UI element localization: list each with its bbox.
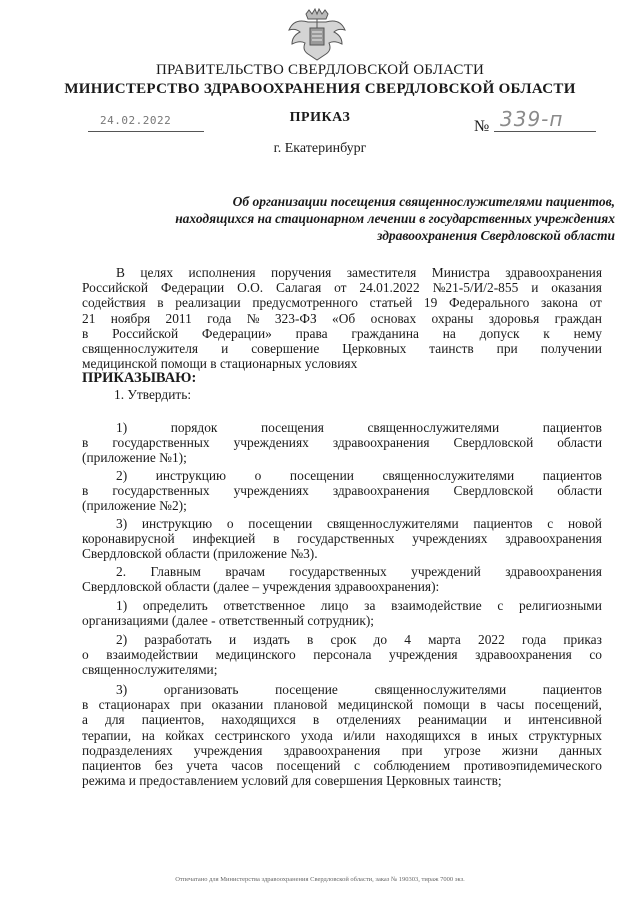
word: права	[295, 325, 328, 341]
word: ответственное	[223, 598, 306, 613]
word: Федерации	[160, 280, 225, 296]
item-line: (приложение №2);	[82, 498, 187, 514]
word: в	[307, 632, 314, 647]
word: при	[401, 742, 423, 758]
word: в	[82, 483, 89, 499]
word: 19	[423, 295, 438, 311]
word: плановой	[273, 697, 328, 713]
word: пациентов	[542, 682, 602, 697]
word: от	[589, 295, 602, 311]
word: в	[157, 295, 164, 311]
word: на	[141, 727, 155, 743]
word: о	[82, 647, 89, 663]
word: противоэпидемического	[463, 757, 602, 773]
item-line	[82, 483, 602, 498]
word: иных	[487, 727, 518, 743]
item-line	[82, 743, 602, 758]
word: подразделениях	[82, 742, 173, 758]
word: данных	[559, 742, 602, 758]
word: допуск	[479, 325, 520, 341]
word: новой	[567, 516, 602, 531]
preamble-line	[82, 326, 602, 341]
word: и	[504, 712, 512, 728]
word: здравоохранения	[505, 564, 602, 579]
word: от	[334, 280, 347, 296]
word: пациентов	[473, 516, 533, 531]
preamble-line: медицинской помощи в стационарных условиях	[82, 356, 358, 372]
word: и/или	[343, 727, 376, 743]
word: посещении	[248, 516, 313, 531]
city: г. Екатеринбург	[273, 141, 367, 156]
word: а	[82, 712, 88, 728]
word: приказ	[563, 632, 602, 647]
word: к	[543, 325, 550, 341]
word: «Об	[332, 310, 356, 326]
word: основах	[370, 310, 417, 326]
word: Церковных	[342, 340, 407, 356]
word: поручения	[271, 265, 332, 280]
word: получении	[540, 340, 602, 356]
item-line	[82, 682, 602, 697]
preamble-line	[82, 280, 602, 295]
word: здоровья	[488, 310, 540, 326]
word: и	[228, 632, 237, 647]
word: здравоохранения	[283, 742, 381, 758]
word: реализации	[175, 295, 241, 311]
word: 1)	[116, 598, 128, 613]
ministry-name: МИНИСТЕРСТВО ЗДРАВООХРАНЕНИЯ СВЕРДЛОВСКОЙ ОБЛАСТИ	[64, 81, 576, 97]
word: оказании	[211, 697, 264, 713]
word: медицинского	[215, 647, 296, 663]
item-line	[82, 758, 602, 773]
word: Министра	[431, 265, 490, 280]
word: Российской	[112, 325, 179, 341]
word: №21-5/И/2-855	[432, 280, 519, 296]
word: №	[246, 310, 260, 326]
word: угрозе	[443, 742, 481, 758]
word: Свердловской	[453, 435, 534, 451]
word: реанимации	[418, 712, 487, 728]
word: стационарах	[98, 697, 171, 713]
item-line: священнослужителями;	[82, 662, 218, 678]
word: организовать	[163, 682, 239, 697]
word: учреждения	[389, 647, 458, 663]
word: персонала	[313, 647, 372, 663]
word: пациентов	[542, 420, 602, 435]
word: до	[373, 632, 388, 647]
word: Федерального	[448, 295, 530, 311]
word: помощи	[423, 697, 470, 713]
word: статьей	[369, 295, 413, 311]
item-line	[82, 564, 602, 579]
word: Салагая	[276, 280, 322, 296]
word: содействия	[82, 295, 146, 311]
word: инструкцию	[155, 468, 227, 483]
word: года	[521, 632, 547, 647]
item-line	[82, 435, 602, 450]
word: нему	[573, 325, 602, 341]
item-2	[82, 564, 602, 594]
word: закона	[541, 295, 578, 311]
word: взаимодействии	[106, 647, 199, 663]
word: с	[547, 516, 554, 531]
word: и	[531, 280, 539, 296]
word: В	[116, 265, 125, 280]
word: религиозными	[519, 598, 602, 613]
word: исполнения	[188, 265, 256, 280]
word: разработать	[144, 632, 212, 647]
word: для	[105, 712, 125, 728]
word: граждан	[554, 310, 602, 326]
preamble-line	[82, 311, 602, 326]
word: на	[442, 325, 456, 341]
word: в	[470, 727, 478, 743]
word: врачам	[225, 564, 265, 579]
word: находящихся	[221, 712, 296, 728]
word: лицо	[320, 598, 349, 613]
word: 21	[82, 310, 96, 326]
word: со	[589, 647, 602, 663]
word: интенсивной	[528, 712, 602, 728]
word: здравоохранения	[475, 647, 572, 663]
word: находящихся	[385, 727, 461, 743]
word: койках	[165, 727, 205, 743]
subject-line: Об организации посещения священнослужителями пациентов,	[232, 194, 615, 209]
word: учреждений	[411, 564, 481, 579]
word: здравоохранения	[505, 265, 602, 280]
word: О.О.	[237, 280, 264, 296]
preamble	[82, 265, 602, 402]
word: посещении	[289, 468, 354, 483]
preamble-line	[82, 265, 602, 280]
word: охраны	[431, 310, 474, 326]
word: оказания	[551, 280, 602, 296]
word: 2011	[165, 310, 192, 326]
word: государственных	[289, 564, 387, 579]
item-2-1	[82, 598, 602, 628]
item-line	[82, 531, 602, 546]
order-title: ПРИКАЗ	[289, 110, 351, 125]
word: гражданина	[351, 325, 419, 341]
word: в	[312, 712, 320, 728]
item-line	[82, 598, 602, 613]
print-footer: Отпечатано для Министерства здравоохранения Свердловской области, заказ № 190303, тираж 7000 экз.	[175, 876, 465, 883]
word: медицинской	[337, 697, 414, 713]
word: в	[82, 697, 89, 713]
word: в	[479, 697, 487, 713]
word: совершение	[251, 340, 320, 356]
subject-line: находящихся на стационарном лечении в государственных учреждениях	[175, 211, 615, 226]
word: с	[354, 757, 360, 773]
word: срок	[330, 632, 357, 647]
item-line	[82, 468, 602, 483]
word: целях	[140, 265, 174, 280]
word: часов	[231, 757, 263, 773]
word: соблюдением	[373, 757, 451, 773]
word: священнослужителями	[374, 682, 507, 697]
preamble-line	[82, 341, 602, 356]
word: отделениях	[336, 712, 401, 728]
word: ухода	[300, 727, 333, 743]
word: учета	[186, 757, 218, 773]
word: 3)	[116, 682, 128, 697]
word: порядок	[170, 420, 218, 435]
order-number: 339-п	[500, 107, 564, 131]
word: при	[496, 340, 518, 356]
word: посещений,	[534, 697, 602, 713]
item-line: Свердловской области (далее – учреждения здравоохранения):	[82, 579, 440, 595]
word: года	[207, 310, 232, 326]
word: в	[82, 435, 89, 451]
word: заместителя	[346, 265, 417, 280]
word: часы	[496, 697, 525, 713]
item-2-3	[82, 682, 602, 788]
item-1: 1. Утвердить:	[114, 386, 192, 402]
order-word: ПРИКАЗЫВАЮ:	[82, 370, 197, 387]
word: 4	[404, 632, 411, 647]
word: Федерации»	[201, 325, 272, 341]
number-sign: №	[474, 118, 490, 135]
word: с	[497, 598, 504, 613]
word: без	[154, 757, 173, 773]
word: жизни	[501, 742, 538, 758]
word: о	[254, 468, 262, 483]
word: посещения	[260, 420, 324, 435]
government-name: ПРАВИТЕЛЬСТВО СВЕРДЛОВСКОЙ ОБЛАСТИ	[155, 62, 485, 78]
word: учреждения	[193, 742, 263, 758]
word: пациентов	[542, 468, 602, 483]
word: терапии,	[82, 727, 132, 743]
word: сестринского	[214, 727, 291, 743]
item-line	[82, 420, 602, 435]
word: издать	[253, 632, 290, 647]
word: государственных	[112, 483, 210, 499]
word: 24.01.2022	[359, 280, 420, 296]
word: посещение	[275, 682, 338, 697]
word: здравоохранения	[505, 531, 602, 547]
word: за	[364, 598, 376, 613]
word: области	[557, 435, 602, 451]
word: священнослужителями	[382, 468, 515, 483]
word: Свердловской	[453, 483, 534, 499]
word: 2.	[116, 564, 127, 579]
word: марта	[428, 632, 461, 647]
item-1-3	[82, 516, 602, 562]
item-line	[82, 516, 602, 531]
word: пациентов,	[141, 712, 205, 728]
word: священнослужителями	[326, 516, 459, 531]
word: посещений	[276, 757, 341, 773]
word: 2)	[116, 632, 128, 647]
word: определить	[142, 598, 208, 613]
preamble-line	[82, 295, 602, 310]
word: в	[82, 325, 89, 341]
word: Российской	[82, 280, 148, 296]
item-line	[82, 712, 602, 727]
word: области	[557, 483, 602, 499]
word: таинств	[429, 340, 474, 356]
word: 2)	[116, 468, 128, 483]
word: Главным	[150, 564, 201, 579]
word: учреждениях	[233, 483, 309, 499]
word: структурных	[528, 727, 602, 743]
item-line: организациями (далее - ответственный сотрудник);	[82, 613, 375, 629]
word: 3)	[116, 516, 128, 531]
word: пациентов	[82, 757, 142, 773]
order-date: 24.02.2022	[100, 114, 172, 127]
word: инфекцией	[192, 531, 256, 547]
item-line: режима и предоставлением условий для совершения Церковных таинств;	[82, 773, 502, 789]
order-number-field	[494, 107, 596, 132]
word: государственных	[297, 531, 395, 547]
subject-line: здравоохранения Свердловской области	[377, 228, 615, 243]
order-subject	[60, 193, 615, 244]
word: здравоохранения	[332, 435, 430, 451]
word: взаимодействие	[391, 598, 482, 613]
item-line	[82, 728, 602, 743]
word: учреждениях	[233, 435, 309, 451]
word: учреждениях	[412, 531, 488, 547]
word: 323-ФЗ	[274, 310, 317, 326]
word: предусмотренного	[252, 295, 358, 311]
word: и	[221, 340, 229, 356]
word: в	[273, 531, 280, 547]
word: инструкцию	[141, 516, 213, 531]
item-line	[82, 697, 602, 712]
item-line: (приложение №1);	[82, 450, 187, 466]
word: государственных	[112, 435, 210, 451]
item-line	[82, 647, 602, 662]
word: здравоохранения	[332, 483, 430, 499]
word: 1)	[116, 420, 128, 435]
item-2-2	[82, 632, 602, 678]
word: при	[180, 697, 202, 713]
word: священнослужителя	[82, 340, 199, 356]
word: о	[226, 516, 234, 531]
word: священнослужителями	[367, 420, 500, 435]
word: ноября	[110, 310, 151, 326]
item-1-2	[82, 468, 602, 514]
item-line: Свердловской области (приложение №3).	[82, 546, 318, 562]
word: коронавирусной	[82, 531, 175, 547]
word: 2022	[478, 632, 505, 647]
item-1-1	[82, 420, 602, 466]
item-line	[82, 632, 602, 647]
coat-of-arms-icon	[286, 8, 348, 64]
